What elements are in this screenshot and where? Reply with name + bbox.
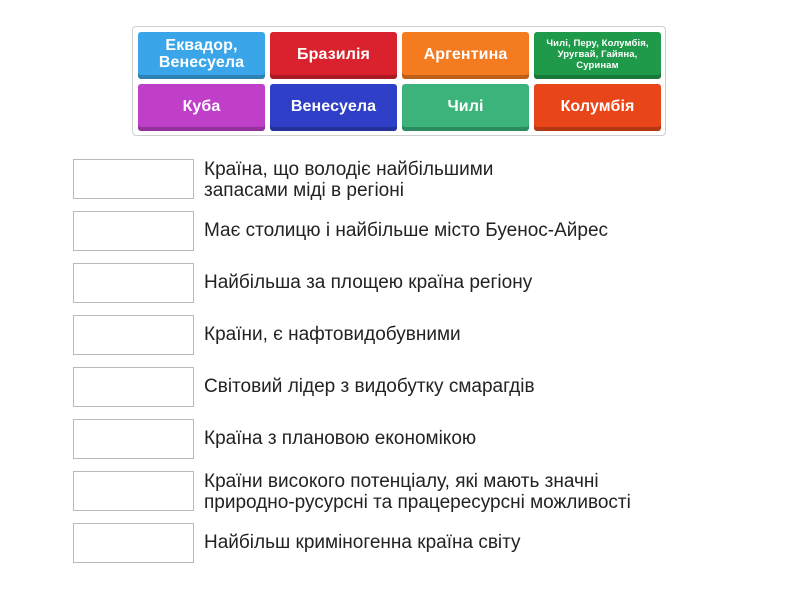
- question-text-3: [204, 272, 532, 293]
- answer-tile-colombia[interactable]: Колумбія: [534, 84, 661, 131]
- question-row-3: [73, 263, 773, 303]
- drop-zone-6[interactable]: [73, 419, 194, 459]
- question-text-5: [204, 376, 535, 397]
- question-text-6: [204, 428, 476, 449]
- drop-zone-5[interactable]: [73, 367, 194, 407]
- drop-zone-1[interactable]: [73, 159, 194, 199]
- question-text-8-line1: Найбільш криміногенна країна світу: [204, 532, 521, 553]
- question-text-6-line1: Країна з плановою економікою: [204, 428, 477, 449]
- question-row-7: [73, 471, 773, 511]
- question-row-6: [73, 419, 773, 459]
- answer-tile-argentina[interactable]: Аргентина: [402, 32, 529, 79]
- answer-tile-chile[interactable]: Чилі: [402, 84, 529, 131]
- answer-tile-chile-peru-colombia-uruguay-guyana-suriname[interactable]: Чилі, Перу, Колумбія, Уругвай, Гайяна, Суринам: [534, 32, 661, 79]
- question-text-7-line1: Країни високого потенціалу, які мають значні: [204, 471, 599, 492]
- drop-zone-7[interactable]: [73, 471, 194, 511]
- question-text-1: [204, 159, 493, 201]
- drop-zone-8[interactable]: [73, 523, 194, 563]
- question-row-5: [73, 367, 773, 407]
- answer-bank: [132, 26, 666, 136]
- answer-tile-brazil[interactable]: Бразилія: [270, 32, 397, 79]
- answer-tile-cuba[interactable]: Куба: [138, 84, 265, 131]
- question-text-2: [204, 220, 608, 241]
- question-text-8: [204, 532, 521, 553]
- drop-zone-4[interactable]: [73, 315, 194, 355]
- question-text-5-line1: Світовий лідер з видобутку смарагдів: [204, 376, 535, 397]
- answer-tile-venezuela[interactable]: Венесуела: [270, 84, 397, 131]
- question-text-3-line1: Найбільша за площею країна регіону: [204, 272, 533, 293]
- question-text-1-line1: Країна, що володіє найбільшими: [204, 159, 494, 180]
- drop-zone-3[interactable]: [73, 263, 194, 303]
- drop-zone-2[interactable]: [73, 211, 194, 251]
- question-row-8: [73, 523, 773, 563]
- question-text-2-line1: Має столицю і найбільше місто Буенос-Айрес: [204, 220, 609, 241]
- question-row-4: [73, 315, 773, 355]
- question-row-1: [73, 159, 773, 199]
- question-text-1-line2: запасами міді в регіоні: [204, 180, 404, 201]
- question-text-7-line2: природно-русурсні та працересурсні можливості: [204, 492, 631, 513]
- question-row-2: [73, 211, 773, 251]
- question-text-4-line1: Країни, є нафтовидобувними: [204, 324, 461, 345]
- answer-tile-ecuador-venezuela[interactable]: Еквадор, Венесуела: [138, 32, 265, 79]
- question-text-7: [204, 471, 631, 513]
- question-text-4: [204, 324, 461, 345]
